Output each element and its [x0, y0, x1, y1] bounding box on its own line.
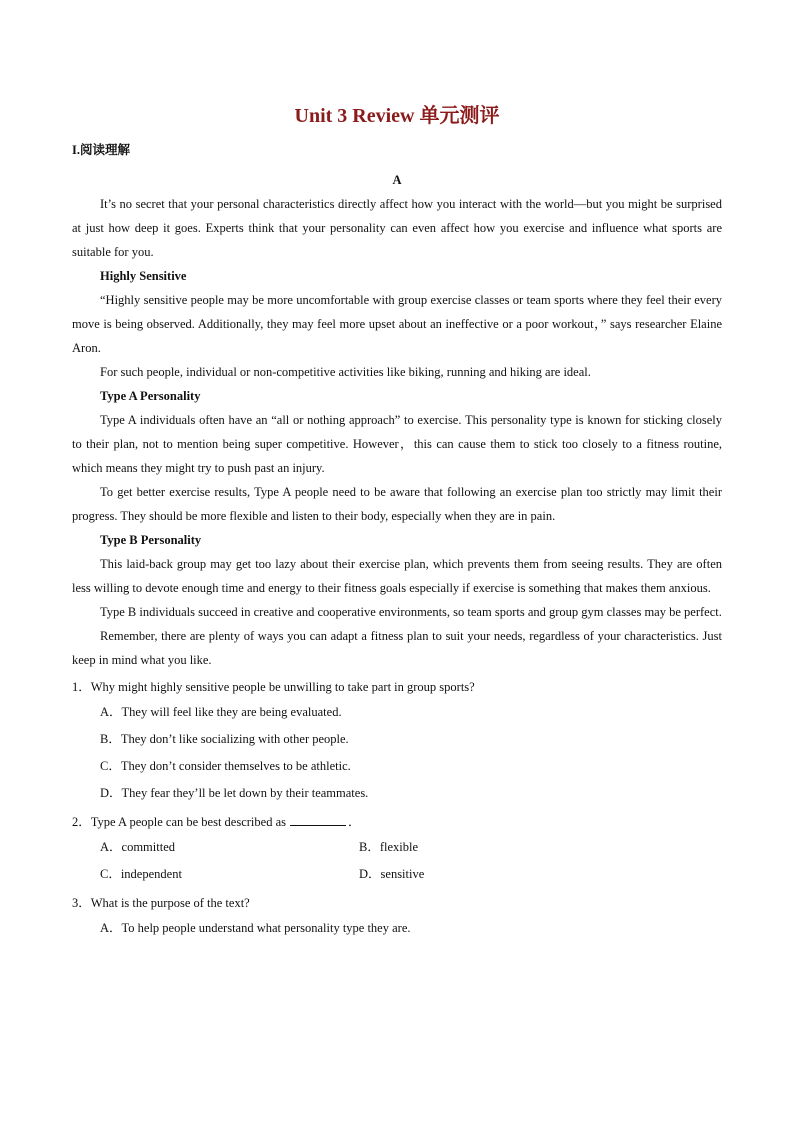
- answer-option[interactable]: B．They don’t like socializing with other people.: [100, 732, 349, 746]
- answer-option[interactable]: A．committed: [100, 840, 175, 854]
- paragraph: Type B individuals succeed in creative and cooperative environments, so team sports and group gym classes may be perfect.: [100, 605, 722, 619]
- question-stem-end: ．: [348, 815, 361, 829]
- option-row: [72, 834, 722, 861]
- answer-option[interactable]: D．They fear they’ll be let down by their teammates.: [100, 786, 369, 800]
- page-title: Unit 3 Review 单元测评: [294, 105, 500, 127]
- question-stem: 3．What is the purpose of the text?: [72, 896, 250, 910]
- subheading: Highly Sensitive: [100, 269, 187, 283]
- answer-option[interactable]: D．sensitive: [359, 867, 425, 881]
- answer-blank[interactable]: [290, 811, 346, 826]
- paragraph: Remember, there are plenty of ways you can adapt a fitness plan to suit your needs, regardless of your characteristics. Just keep in mind what you like.: [72, 629, 722, 667]
- answer-option[interactable]: C．independent: [100, 867, 182, 881]
- subheading: Type A Personality: [100, 389, 201, 403]
- passage-label: A: [392, 173, 402, 187]
- option-row: [72, 861, 722, 888]
- subheading: Type B Personality: [100, 533, 202, 547]
- question-stem-text: 2．Type A people can be best described as: [72, 815, 286, 829]
- answer-option[interactable]: C．They don’t consider themselves to be athletic.: [100, 759, 351, 773]
- answer-option[interactable]: B．flexible: [359, 840, 419, 854]
- paragraph: Type A individuals often have an “all or nothing approach” to exercise. This personality type is known for sticking closely to their plan, not to mention being super competitive. However，this can cause them to stick too closely to a fitness routine, which means they might try to push past an injury.: [72, 413, 722, 475]
- answer-option[interactable]: A．They will feel like they are being evaluated.: [100, 705, 342, 719]
- paragraph: For such people, individual or non-competitive activities like biking, running and hiking are ideal.: [100, 365, 591, 379]
- section-heading: I.阅读理解: [72, 143, 130, 157]
- answer-option[interactable]: A．To help people understand what personality type they are.: [100, 921, 411, 935]
- question-stem: 1．Why might highly sensitive people be unwilling to take part in group sports?: [72, 680, 475, 694]
- document-page: [72, 100, 722, 942]
- paragraph: To get better exercise results, Type A people need to be aware that following an exercise plan too strictly may limit their progress. They should be more flexible and listen to their body, especially when they are in pain.: [72, 485, 722, 523]
- question-stem: [72, 810, 722, 834]
- paragraph: “Highly sensitive people may be more uncomfortable with group exercise classes or team sports where they feel their every move is being observed. Additionally, they may feel more upset about an ineffective or a poor workout，” says researcher Elaine Aron.: [72, 293, 722, 355]
- paragraph: This laid-back group may get too lazy about their exercise plan, which prevents them from seeing results. They are often less willing to devote enough time and energy to their fitness goals especially if exercise is something that makes them anxious.: [72, 557, 722, 595]
- paragraph: It’s no secret that your personal characteristics directly affect how you interact with the world—but you might be surprised at just how deep it goes. Experts think that your personality can even affect how you exercise and influence what sports are suitable for you.: [72, 197, 722, 259]
